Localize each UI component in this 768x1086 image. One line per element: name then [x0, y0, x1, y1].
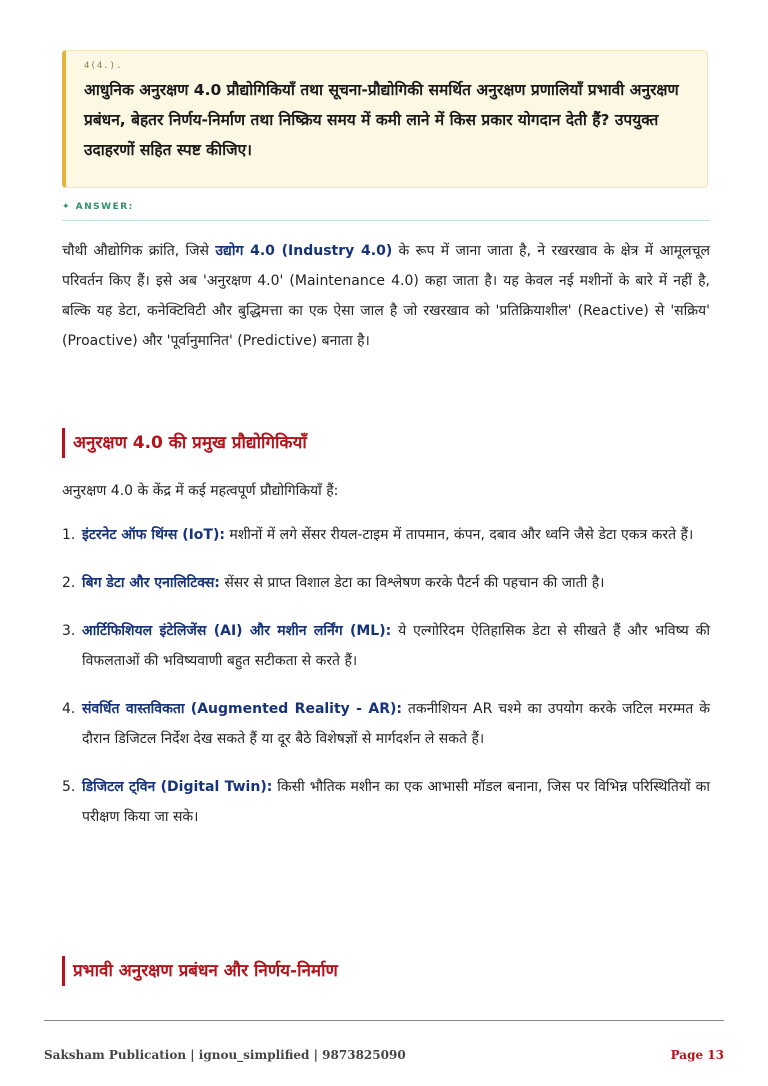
list-item-term: आर्टिफिशियल इंटेलिजेंस (AI) और मशीन लर्निंग (ML): [82, 623, 392, 639]
list-item-text: सेंसर से प्राप्त विशाल डेटा का विश्लेषण करके पैटर्न की पहचान की जाती है। [219, 575, 605, 591]
question-number: 4(4.). [84, 61, 123, 71]
answer-label: ✦ ANSWER: [62, 202, 134, 212]
question-text: आधुनिक अनुरक्षण 4.0 प्रौद्योगिकियाँ तथा सूचना-प्रौद्योगिकी समर्थित अनुरक्षण प्रणालियाँ प्रभावी अनुरक्षण प्रबंधन, बेहतर निर्णय-निर्माण तथा निष्क्रिय समय में कमी लाने में किस प्रकार योगदान देती हैं? उपयुक्त उदाहरणों सहित स्पष्ट कीजिए। [84, 81, 679, 159]
technology-list [62, 520, 710, 850]
list-item [62, 616, 710, 676]
list-item-term: बिग डेटा और एनालिटिक्स: [82, 575, 220, 591]
page-number: Page 13 [670, 1048, 724, 1062]
list-item-term: संवर्धित वास्तविकता (Augmented Reality - AR): [82, 701, 402, 717]
section-lead: अनुरक्षण 4.0 के केंद्र में कई महत्वपूर्ण प्रौद्योगिकियाँ हैं: [62, 483, 339, 499]
list-item [62, 520, 710, 550]
list-item-number: 5. [62, 779, 76, 795]
intro-highlight: उद्योग 4.0 (Industry 4.0) [215, 243, 393, 259]
list-item [62, 568, 710, 598]
list-item-text: ये एल्गोरिदम ऐतिहासिक डेटा से सीखते हैं और भविष्य की विफलताओं की भविष्यवाणी बहुत सटीकता से करते हैं। [82, 623, 710, 669]
list-item-term: डिजिटल ट्विन (Digital Twin): [82, 779, 273, 795]
section-heading-management: प्रभावी अनुरक्षण प्रबंधन और निर्णय-निर्माण [62, 956, 713, 986]
intro-text-end: के रूप में जाना जाता है, ने रखरखाव के क्षेत्र में आमूलचूल परिवर्तन किए हैं। इसे अब 'अनुरक्षण 4.0' (Maintenance 4.0) कहा जाता है। यह केवल नई मशीनों के बारे में नहीं है, बल्कि यह डेटा, कनेक्टिविटी और बुद्धिमत्ता का एक ऐसा जाल है जो रखरखाव को 'प्रतिक्रियाशील' (Reactive) से 'सक्रिय' (Proactive) और 'पूर्वानुमानित' (Predictive) बनाता है। [62, 243, 710, 349]
intro-text-start: चौथी औद्योगिक क्रांति, जिसे [62, 243, 216, 259]
list-item [62, 694, 710, 754]
list-item-text: किसी भौतिक मशीन का एक आभासी मॉडल बनाना, जिस पर विभिन्न परिस्थितियों का परीक्षण किया जा सके। [82, 779, 710, 825]
footer-divider [44, 1020, 724, 1021]
question-box [62, 50, 708, 188]
list-item [62, 772, 710, 832]
intro-paragraph [62, 236, 710, 356]
footer-publisher: Saksham Publication | ignou_simplified | 9873825090 [44, 1048, 406, 1062]
list-item-text: तकनीशियन AR चश्मे का उपयोग करके जटिल मरम्मत के दौरान डिजिटल निर्देश देख सकते हैं या दूर बैठे विशेषज्ञों से मार्गदर्शन ले सकते हैं। [82, 701, 710, 747]
list-item-number: 2. [62, 575, 76, 591]
list-item-number: 1. [62, 527, 76, 543]
answer-divider [62, 220, 710, 221]
list-item-number: 3. [62, 623, 76, 639]
list-item-number: 4. [62, 701, 76, 717]
list-item-term: इंटरनेट ऑफ थिंग्स (IoT): [82, 527, 225, 543]
section-heading-technologies: अनुरक्षण 4.0 की प्रमुख प्रौद्योगिकियाँ [62, 428, 713, 458]
list-item-text: मशीनों में लगे सेंसर रीयल-टाइम में तापमान, कंपन, दबाव और ध्वनि जैसे डेटा एकत्र करते हैं। [224, 527, 694, 543]
